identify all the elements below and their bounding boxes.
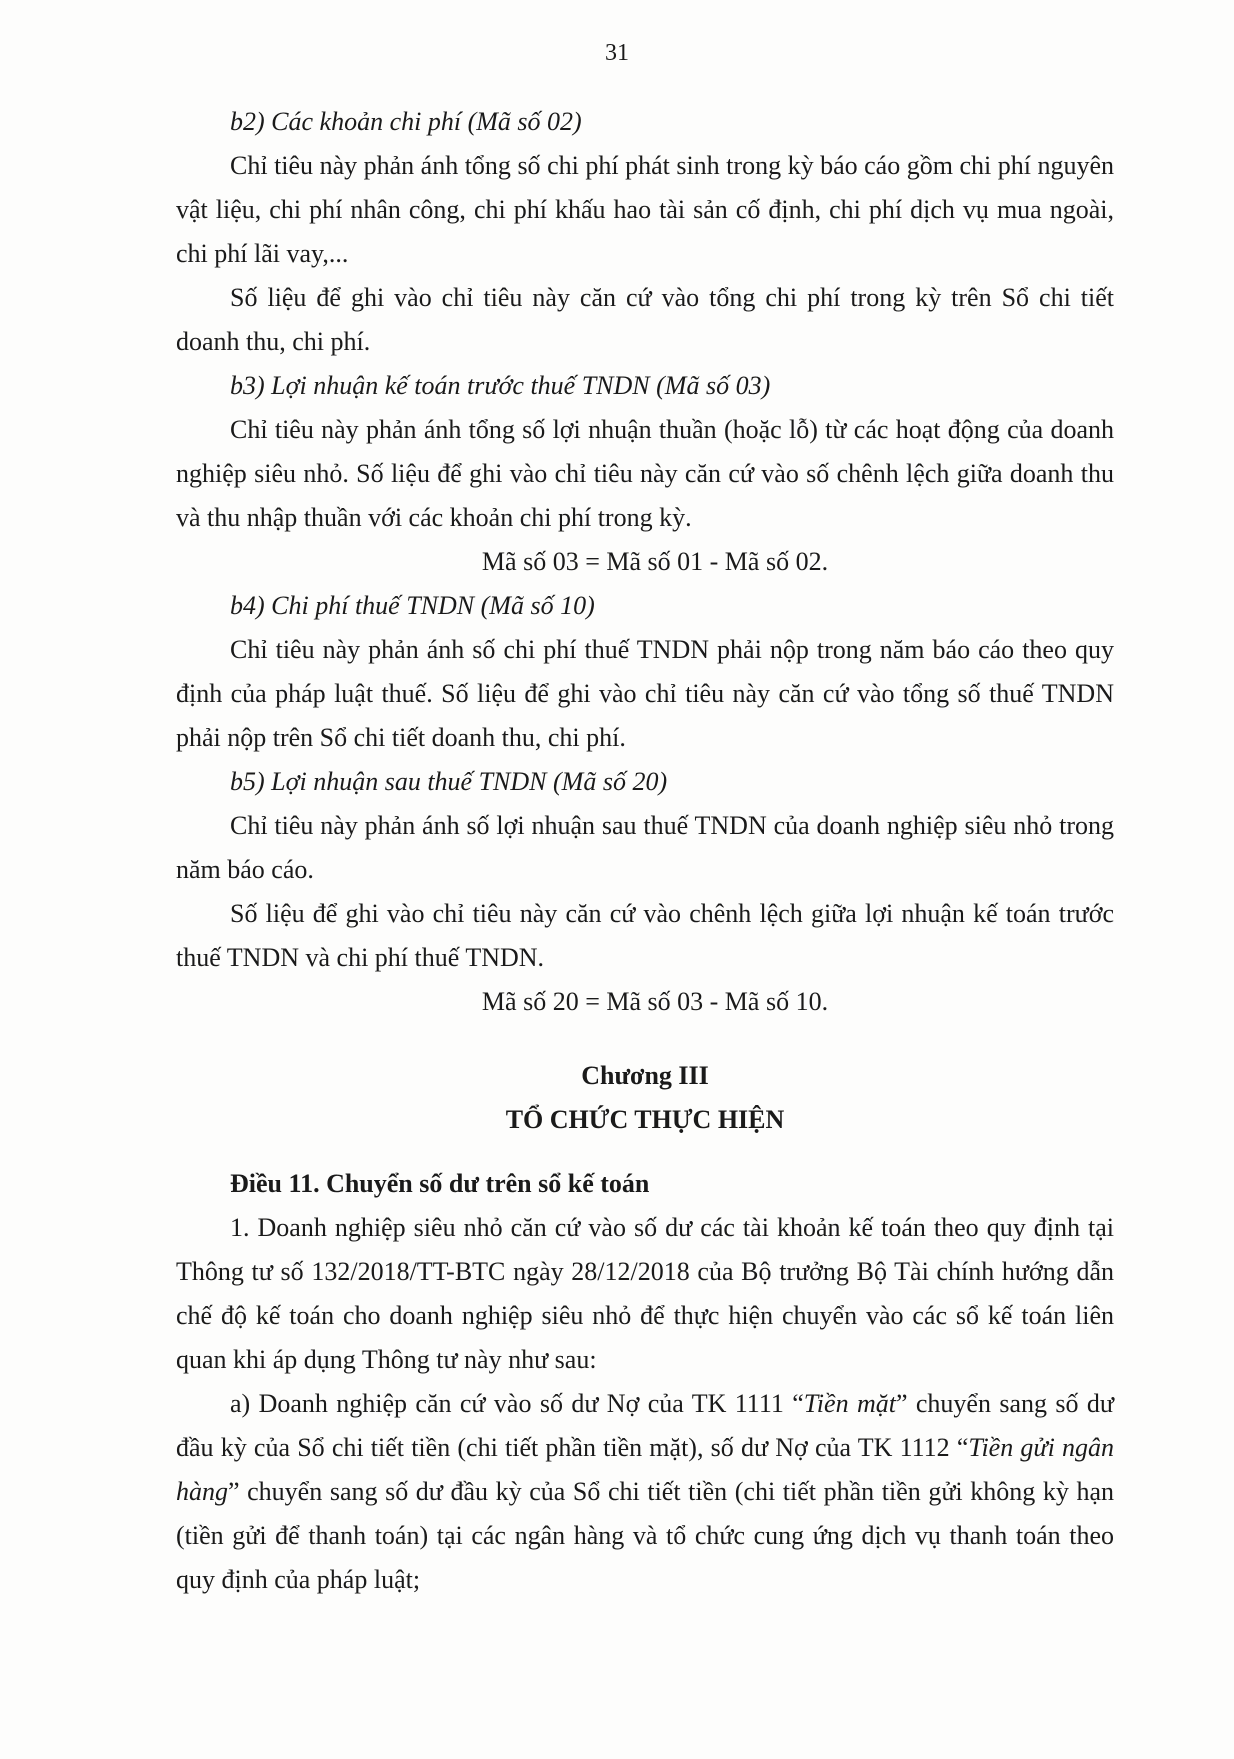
paragraph-a-text-1: a) Doanh nghiệp căn cứ vào số dư Nợ của TK 1111 “	[230, 1389, 804, 1418]
document-body	[176, 100, 1114, 1602]
section-heading-b2: b2) Các khoản chi phí (Mã số 02)	[230, 107, 582, 136]
paragraph-a-text-2: ” chuyển sang số dư đầu kỳ của Sổ chi tiết tiền (chi tiết phần tiền mặt), số dư Nợ của TK 1112 “	[176, 1389, 1114, 1462]
paragraph-a-text-3: ” chuyển sang số dư đầu kỳ của Sổ chi tiết tiền (chi tiết phần tiền gửi không kỳ hạn (tiền gửi để thanh toán) tại các ngân hàng và tổ chức cung ứng dịch vụ thanh toán theo quy định của pháp luật;	[176, 1477, 1114, 1594]
article-heading: Điều 11. Chuyển số dư trên sổ kế toán	[230, 1169, 650, 1198]
section-heading-b5: b5) Lợi nhuận sau thuế TNDN (Mã số 20)	[230, 767, 668, 796]
paragraph-b2-2: Số liệu để ghi vào chỉ tiêu này căn cứ vào tổng chi phí trong kỳ trên Sổ chi tiết doanh thu, chi phí.	[176, 283, 1114, 356]
formula-b5: Mã số 20 = Mã số 03 - Mã số 10.	[481, 987, 829, 1016]
paragraph-a-term-cash: Tiền mặt	[803, 1389, 896, 1418]
paragraph-b5-1: Chỉ tiêu này phản ánh số lợi nhuận sau thuế TNDN của doanh nghiệp siêu nhỏ trong năm báo cáo.	[176, 811, 1114, 884]
paragraph-b3-1: Chỉ tiêu này phản ánh tổng số lợi nhuận thuần (hoặc lỗ) từ các hoạt động của doanh nghiệp siêu nhỏ. Số liệu để ghi vào chỉ tiêu này căn cứ vào số chênh lệch giữa doanh thu và thu nhập thuần với các khoản chi phí trong kỳ.	[176, 415, 1114, 532]
paragraph-b2-1: Chỉ tiêu này phản ánh tổng số chi phí phát sinh trong kỳ báo cáo gồm chi phí nguyên vật liệu, chi phí nhân công, chi phí khấu hao tài sản cố định, chi phí dịch vụ mua ngoài, chi phí lãi vay,...	[176, 151, 1114, 268]
chapter-title: TỔ CHỨC THỰC HIỆN	[505, 1105, 785, 1134]
page-number: 31	[605, 40, 629, 66]
formula-b3: Mã số 03 = Mã số 01 - Mã số 02.	[481, 547, 829, 576]
chapter-label: Chương III	[581, 1061, 709, 1090]
paragraph-b5-2: Số liệu để ghi vào chỉ tiêu này căn cứ vào chênh lệch giữa lợi nhuận kế toán trước thuế TNDN và chi phí thuế TNDN.	[176, 899, 1114, 972]
section-heading-b4: b4) Chi phí thuế TNDN (Mã số 10)	[230, 591, 595, 620]
paragraph-b4-1: Chỉ tiêu này phản ánh số chi phí thuế TNDN phải nộp trong năm báo cáo theo quy định của pháp luật thuế. Số liệu để ghi vào chỉ tiêu này căn cứ vào tổng số thuế TNDN phải nộp trên Sổ chi tiết doanh thu, chi phí.	[176, 635, 1114, 752]
section-heading-b3: b3) Lợi nhuận kế toán trước thuế TNDN (Mã số 03)	[230, 371, 771, 400]
paragraph-a-term-bank-deposit: Tiền gửi ngân hàng	[176, 1433, 1114, 1506]
paragraph-article-a	[176, 1382, 1114, 1602]
paragraph-article-1: 1. Doanh nghiệp siêu nhỏ căn cứ vào số dư các tài khoản kế toán theo quy định tại Thông tư số 132/2018/TT-BTC ngày 28/12/2018 của Bộ trưởng Bộ Tài chính hướng dẫn chế độ kế toán cho doanh nghiệp siêu nhỏ để thực hiện chuyển vào các sổ kế toán liên quan khi áp dụng Thông tư này như sau:	[176, 1213, 1114, 1374]
